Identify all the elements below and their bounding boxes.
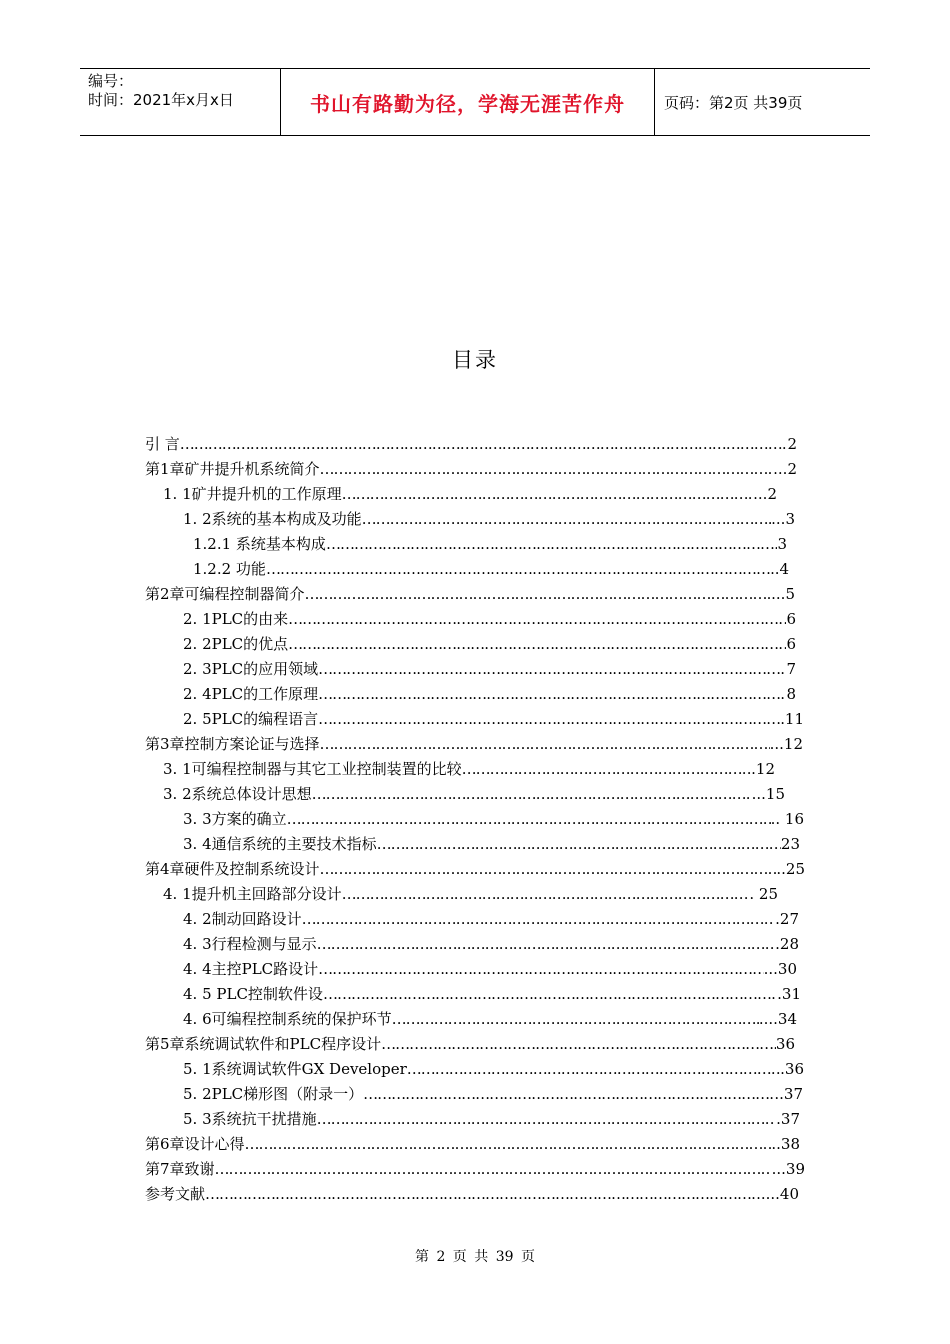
toc-entry[interactable]: 1.2.1 系统基本构成 ………………………………………………………………………………………………………………………………………………………………………… 3 (193, 532, 787, 556)
toc-title: 目录 (452, 348, 498, 372)
toc-entry[interactable]: 2. 1PLC的由来 ………………………………………………………………………………………………………………………………………………………………………… 6 (183, 607, 796, 631)
toc-entry[interactable]: 3. 1可编程控制器与其它工业控制装置的比较 ………………………………………………………………………………………………………………………………………………………………………… .12 (163, 757, 775, 781)
toc-entry[interactable]: 4. 4主控PLC路设计 ………………………………………………………………………………………………………………………………………………………………………… ...30 (183, 957, 797, 981)
toc-entry[interactable]: 第5章系统调试软件和PLC程序设计 ………………………………………………………………………………………………………………………………………………………………………… 36 (145, 1032, 795, 1056)
toc-entry[interactable]: 第4章硬件及控制系统设计 ………………………………………………………………………………………………………………………………………………………………………… ..25 (145, 857, 805, 881)
toc-entry[interactable]: 2. 5PLC的编程语言 ………………………………………………………………………………………………………………………………………………………………………… 11 (183, 707, 804, 731)
toc-entry[interactable]: 2. 3PLC的应用领域 ………………………………………………………………………………………………………………………………………………………………………… 7 (183, 657, 796, 681)
toc-entry[interactable]: 1.2.2 功能 ………………………………………………………………………………………………………………………………………………………………………… .4 (193, 557, 789, 581)
toc-entry[interactable]: 5. 1系统调试软件GX Developer ………………………………………………………………………………………………………………………………………………………………………… .36 (183, 1057, 804, 1081)
toc-entry[interactable]: 4. 5 PLC控制软件设 ………………………………………………………………………………………………………………………………………………………………………… .31 (183, 982, 801, 1006)
document-header (80, 68, 870, 136)
toc-entry[interactable]: 4. 3行程检测与显示 ………………………………………………………………………………………………………………………………………………………………………… .28 (183, 932, 799, 956)
toc-entry[interactable]: 5. 3系统抗干扰措施 ………………………………………………………………………………………………………………………………………………………………………… .37 (183, 1107, 800, 1131)
number-label: 编号： (88, 72, 134, 90)
toc-entry[interactable]: 第6章设计心得 ………………………………………………………………………………………………………………………………………………………………………… ..38 (145, 1132, 800, 1156)
toc-entry[interactable]: 第2章可编程控制器简介 ………………………………………………………………………………………………………………………………………………………………………… ...5 (145, 582, 795, 606)
toc-entry[interactable]: 3. 4通信系统的主要技术指标 ………………………………………………………………………………………………………………………………………………………………………… 23 (183, 832, 800, 856)
header-meta (80, 69, 281, 135)
toc-entry[interactable]: 2. 4PLC的工作原理 ………………………………………………………………………………………………………………………………………………………………………… 8 (183, 682, 796, 706)
page-footer: 第 2 页 共 39 页 (415, 1249, 535, 1265)
toc-entry[interactable]: 3. 2系统总体设计思想 ………………………………………………………………………………………………………………………………………………………………………… ...15 (163, 782, 785, 806)
header-page-info: 页码：第2页 共39页 (664, 93, 803, 112)
toc-entry[interactable]: 5. 2PLC梯形图（附录一） ………………………………………………………………………………………………………………………………………………………………………… ..37 (183, 1082, 803, 1106)
toc-entry[interactable]: 第7章致谢 ………………………………………………………………………………………………………………………………………………………………………… ...39 (145, 1157, 805, 1181)
toc-entry[interactable]: 4. 1提升机主回路部分设计 ………………………………………………………………………………………………………………………………………………………………………… . 25 (163, 882, 778, 906)
toc-entry[interactable]: 2. 2PLC的优点 ………………………………………………………………………………………………………………………………………………………………………… 6 (183, 632, 796, 656)
toc-entry[interactable]: 1. 1矿井提升机的工作原理 ………………………………………………………………………………………………………………………………………………………………………… ...2 (163, 482, 777, 506)
header-motto: 书山有路勤为径，学海无涯苦作舟 (281, 69, 655, 135)
toc-entry[interactable]: 第3章控制方案论证与选择 ………………………………………………………………………………………………………………………………………………………………………… ...12 (145, 732, 803, 756)
time-label: 时间：2021年x月x日 (88, 91, 234, 109)
toc-entry[interactable]: 参考文献 ………………………………………………………………………………………………………………………………………………………………………… .....40 (145, 1182, 799, 1206)
toc-entry[interactable]: 4. 2制动回路设计 ………………………………………………………………………………………………………………………………………………………………………… .27 (183, 907, 799, 931)
toc-entry[interactable]: 1. 2系统的基本构成及功能 ………………………………………………………………………………………………………………………………………………………………………… ...3 (183, 507, 795, 531)
toc-entry[interactable]: 3. 3方案的确立 ………………………………………………………………………………………………………………………………………………………………………… .. 16 (183, 807, 804, 831)
toc-entry[interactable]: 第1章矿井提升机系统简介 ………………………………………………………………………………………………………………………………………………………………………… ...2 (145, 457, 797, 481)
toc-entry[interactable]: 引 言 ………………………………………………………………………………………………………………………………………………………………………… 2 (145, 432, 797, 456)
toc-entry[interactable]: 4. 6可编程控制系统的保护环节 ………………………………………………………………………………………………………………………………………………………………………… ....34 (183, 1007, 797, 1031)
